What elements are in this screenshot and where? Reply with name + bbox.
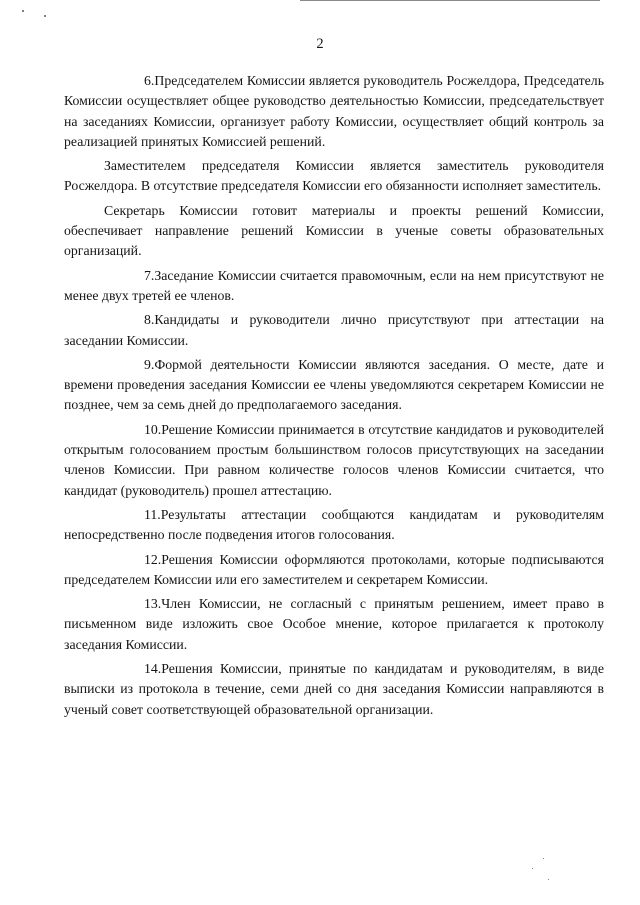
clause-text: Заседание Комиссии считается правомочным, если на нем присутствуют не менее двух третей ее членов. — [64, 267, 604, 303]
clause-paragraph — [64, 266, 604, 307]
clause-number: 7. — [144, 267, 155, 283]
scan-speck — [532, 868, 533, 869]
clause-paragraph — [64, 420, 604, 501]
clause-text: Решения Комиссии, принятые по кандидатам и руководителям, в виде выписки из протокола в течение, семи дней со дня заседания Комиссии направляются в ученый совет соответствующей образовательной организации. — [64, 661, 604, 717]
clause-number: 6. — [144, 73, 155, 88]
clause-text: Кандидаты и руководители лично присутствуют при аттестации на заседании Комиссии. — [64, 312, 604, 348]
clause-paragraph — [64, 594, 604, 655]
clause-paragraph — [64, 355, 604, 416]
scan-speck — [543, 858, 544, 859]
page-number: 2 — [316, 36, 324, 52]
clause-paragraph — [64, 310, 604, 351]
clause-text: Член Комиссии, не согласный с принятым решением, имеет право в письменном виде изложить свое Особое мнение, которое прилагается к протоколу заседания Комиссии. — [64, 596, 604, 652]
clause-paragraph — [64, 550, 604, 591]
clause-paragraph — [64, 71, 604, 152]
scan-speck — [22, 10, 24, 12]
clause-text: Заместителем председателя Комиссии является заместитель руководителя Росжелдора. В отсутствие председателя Комиссии его обязанности исполняет заместитель. — [64, 158, 604, 194]
clause-number: 14. — [144, 661, 162, 677]
scan-edge-line — [300, 0, 600, 1]
clause-number: 9. — [144, 356, 155, 372]
clause-text: Председателем Комиссии является руководитель Росжелдора, Председатель Комиссии осуществляет общее руководство деятельностью Комиссии, председательствует на заседаниях Комиссии, организует работу Комиссии, осуществляет общий контроль за реализацией принятых Комиссией решений. — [64, 73, 604, 149]
clause-number: 13. — [144, 596, 162, 612]
clause-text: Формой деятельности Комиссии являются заседания. О месте, дате и времени проведения заседания Комиссии ее члены уведомляются секретарем Комиссии не позднее, чем за семь дней до предполагаемого заседания. — [64, 356, 604, 413]
scan-speck — [44, 15, 46, 17]
clause-paragraph — [64, 201, 604, 262]
clause-number: 10. — [144, 421, 162, 437]
clause-paragraph — [64, 659, 604, 720]
clause-text: Решение Комиссии принимается в отсутствие кандидатов и руководителей открытым голосованием простым большинством голосов присутствующих на заседании членов Комиссии. При равном количестве голосов членов Комиссии считается, что кандидат (руководитель) прошел аттестацию. — [64, 421, 604, 498]
document-body — [64, 71, 604, 724]
clause-paragraph — [64, 156, 604, 197]
clause-number: 12. — [144, 551, 162, 567]
clause-number: 11. — [144, 506, 161, 522]
clause-number: 8. — [144, 312, 155, 328]
clause-text: Секретарь Комиссии готовит материалы и проекты решений Комиссии, обеспечивает направление решений Комиссии в ученые советы образовательных организаций. — [64, 202, 604, 259]
scan-speck — [548, 879, 549, 880]
clause-text: Результаты аттестации сообщаются кандидатам и руководителям непосредственно после подведения итогов голосования. — [64, 506, 604, 543]
clause-paragraph — [64, 505, 604, 546]
clause-text: Решения Комиссии оформляются протоколами, которые подписываются председателем Комиссии или его заместителем и секретарем Комиссии. — [64, 551, 604, 587]
